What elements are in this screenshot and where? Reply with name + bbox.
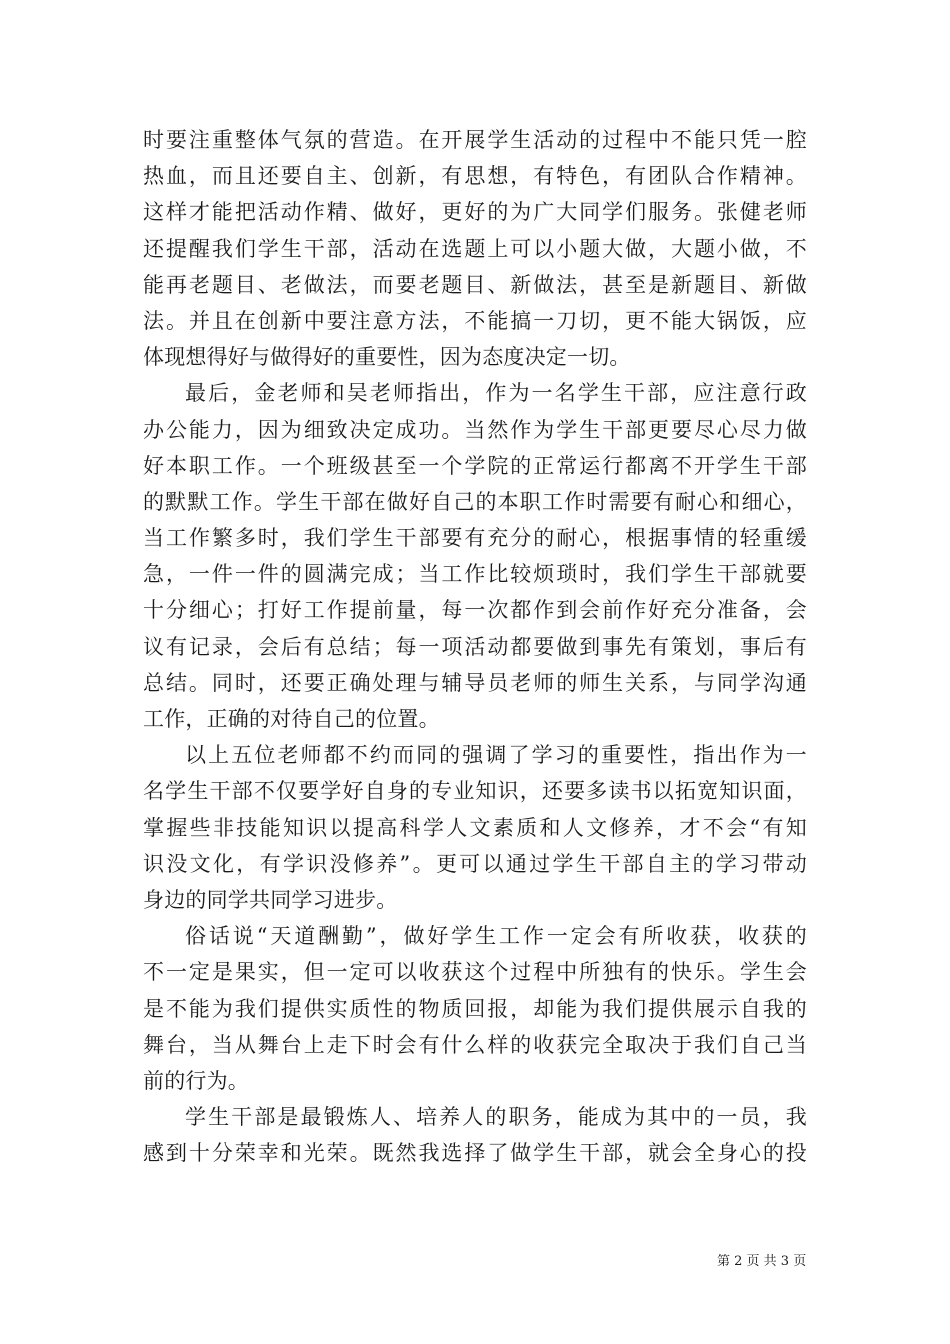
text-line: 感到十分荣幸和光荣。既然我选择了做学生干部，就会全身心的投	[143, 1141, 807, 1166]
text-line: 是不能为我们提供实质性的物质回报，却能为我们提供展示自我的	[143, 996, 807, 1021]
text-line: 前的行为。	[143, 1068, 249, 1093]
text-line: 能再老题目、老做法，而要老题目、新做法，甚至是新题目、新做	[143, 272, 807, 297]
text-line: 以上五位老师都不约而同的强调了学习的重要性，指出作为一	[185, 743, 807, 768]
text-line: 体现想得好与做得好的重要性，因为态度决定一切。	[143, 345, 631, 370]
text-line: 身边的同学共同学习进步。	[143, 887, 398, 912]
text-line: 不一定是果实，但一定可以收获这个过程中所独有的快乐。学生会	[143, 960, 807, 985]
text-line: 还提醒我们学生干部，活动在选题上可以小题大做，大题小做，不	[143, 236, 807, 261]
text-line: 学生干部是最锻炼人、培养人的职务，能成为其中的一员，我	[185, 1105, 807, 1130]
text-line: 热血，而且还要自主、创新，有思想，有特色，有团队合作精神。	[143, 164, 807, 189]
paragraph-3	[143, 737, 807, 918]
text-line: 法。并且在创新中要注意方法，不能搞一刀切，更不能大锅饭，应	[143, 308, 807, 333]
text-line: 当工作繁多时，我们学生干部要有充分的耐心，根据事情的轻重缓	[143, 526, 807, 551]
text-line: 这样才能把活动作精、做好，更好的为广大同学们服务。张健老师	[143, 200, 807, 225]
text-line: 掌握些非技能知识以提高科学人文素质和人文修养，才不会“有知	[143, 815, 807, 840]
paragraph-5	[143, 1099, 807, 1171]
text-line: 办公能力，因为细致决定成功。当然作为学生干部更要尽心尽力做	[143, 417, 807, 442]
text-line: 识没文化，有学识没修养”。更可以通过学生干部自主的学习带动	[143, 851, 807, 876]
paragraph-4	[143, 918, 807, 1099]
document-page	[143, 122, 807, 1171]
text-line: 议有记录，会后有总结；每一项活动都要做到事先有策划，事后有	[143, 634, 807, 659]
paragraph-1	[143, 122, 807, 375]
text-line: 俗话说“天道酬勤”，做好学生工作一定会有所收获，收获的	[185, 924, 807, 949]
text-line: 时要注重整体气氛的营造。在开展学生活动的过程中不能只凭一腔	[143, 128, 807, 152]
text-line: 工作，正确的对待自己的位置。	[143, 707, 440, 731]
paragraph-2	[143, 375, 807, 737]
page-number-footer: 第 2 页 共 3 页	[717, 1254, 807, 1269]
text-line: 最后，金老师和吴老师指出，作为一名学生干部，应注意行政	[185, 381, 807, 406]
text-line: 舞台，当从舞台上走下时会有什么样的收获完全取决于我们自己当	[143, 1032, 807, 1057]
text-line: 总结。同时，还要正确处理与辅导员老师的师生关系，与同学沟通	[143, 670, 807, 695]
text-line: 好本职工作。一个班级甚至一个学院的正常运行都离不开学生干部	[143, 453, 807, 478]
text-line: 名学生干部不仅要学好自身的专业知识，还要多读书以拓宽知识面，	[143, 779, 807, 804]
text-line: 急，一件一件的圆满完成；当工作比较烦琐时，我们学生干部就要	[143, 562, 807, 587]
text-line: 十分细心；打好工作提前量，每一次都作到会前作好充分准备，会	[143, 598, 807, 623]
text-line: 的默默工作。学生干部在做好自己的本职工作时需要有耐心和细心，	[143, 489, 807, 514]
